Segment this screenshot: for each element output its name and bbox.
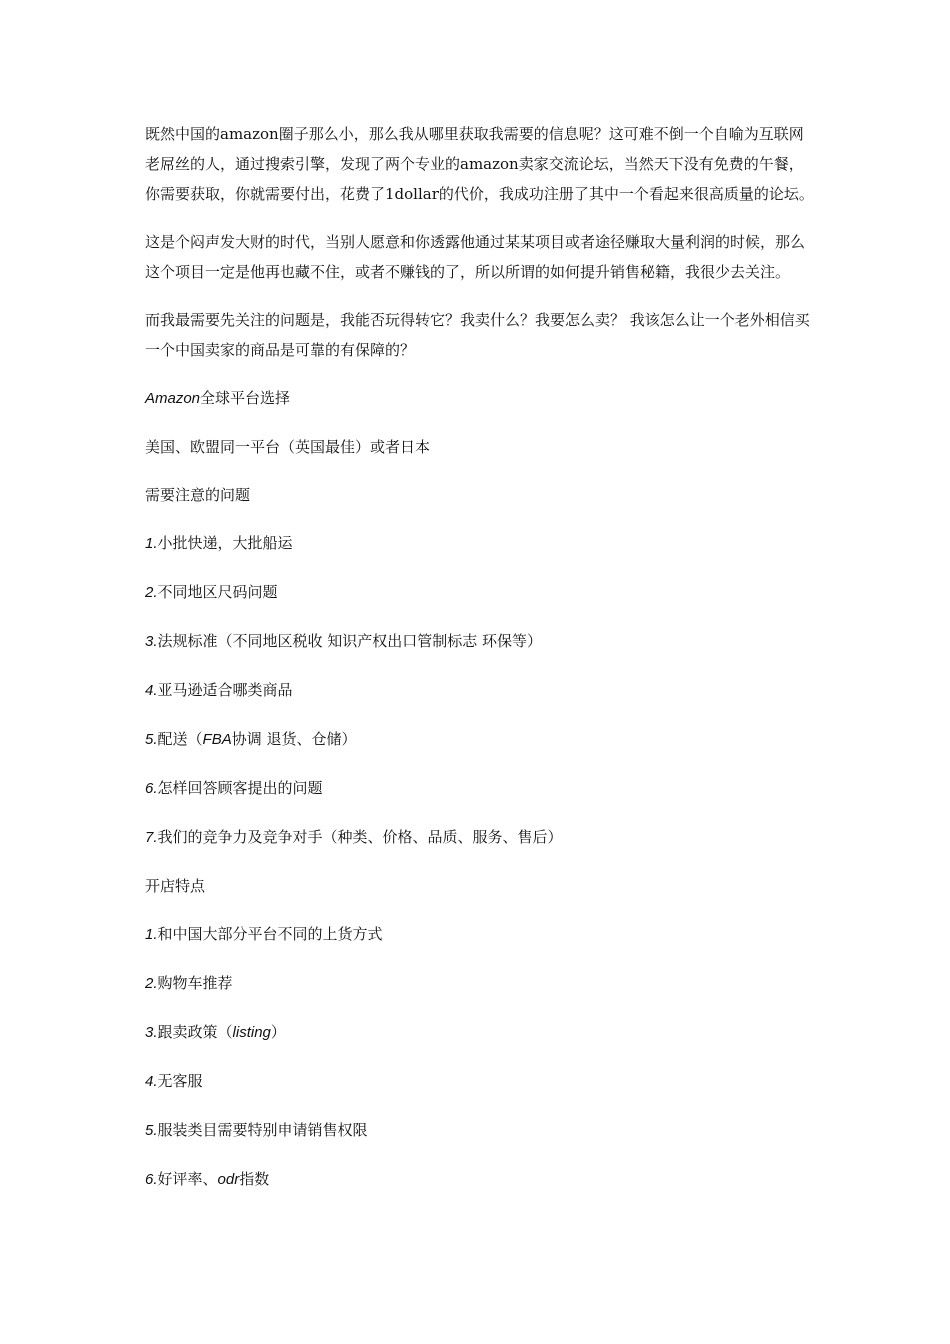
list-item: 4.无客服 [145,1072,203,1090]
document-page [145,119,815,1213]
paragraph-intro: 既然中国的amazon圈子那么小，那么我从哪里获取我需要的信息呢？这可难不倒一个自喻为互联网老屌丝的人，通过搜索引擎，发现了两个专业的amazon卖家交流论坛，当然天下没有免费的午餐，你需要获取，你就需要付出，花费了1dollar的代价，我成功注册了其中一个看起来很高质量的论坛。 [145,125,814,203]
list-item: 3.法规标准（不同地区税收 知识产权出口管制标志 环保等） [145,632,543,650]
list-item: 5.服装类目需要特别申请销售权限 [145,1121,368,1139]
section-heading-platform [145,383,815,414]
platform-choice-line: 美国、欧盟同一平台（英国最佳）或者日本 [145,438,431,456]
features-heading: 开店特点 [145,877,206,895]
heading-text: 全球平台选择 [200,389,291,407]
list-item: 2.购物车推荐 [145,974,233,992]
heading-latin: Amazon [145,390,201,407]
list-item: 4.亚马逊适合哪类商品 [145,681,293,699]
list-item: 1.和中国大部分平台不同的上货方式 [145,925,383,943]
list-item: 5.配送（FBA协调 退货、仓储） [145,730,357,748]
list-item: 2.不同地区尺码问题 [145,583,278,601]
issues-list [145,528,815,853]
list-item: 6.好评率、odr指数 [145,1170,270,1188]
paragraph-era: 这是个闷声发大财的时代，当别人愿意和你透露他通过某某项目或者途径赚取大量利润的时候，那么这个项目一定是他再也藏不住，或者不赚钱的了，所以所谓的如何提升销售秘籍，我很少去关注。 [145,233,806,281]
list-item: 1.小批快递，大批船运 [145,534,293,552]
list-item: 7.我们的竞争力及竞争对手（种类、价格、品质、服务、售后） [145,828,563,846]
list-item: 3.跟卖政策（listing） [145,1023,286,1041]
list-item: 6.怎样回答顾客提出的问题 [145,779,323,797]
features-list [145,919,815,1195]
issues-heading: 需要注意的问题 [145,486,251,504]
paragraph-questions: 而我最需要先关注的问题是，我能否玩得转它？我卖什么？我要怎么卖？ 我该怎么让一个老外相信买一个中国卖家的商品是可靠的有保障的？ [145,311,810,359]
